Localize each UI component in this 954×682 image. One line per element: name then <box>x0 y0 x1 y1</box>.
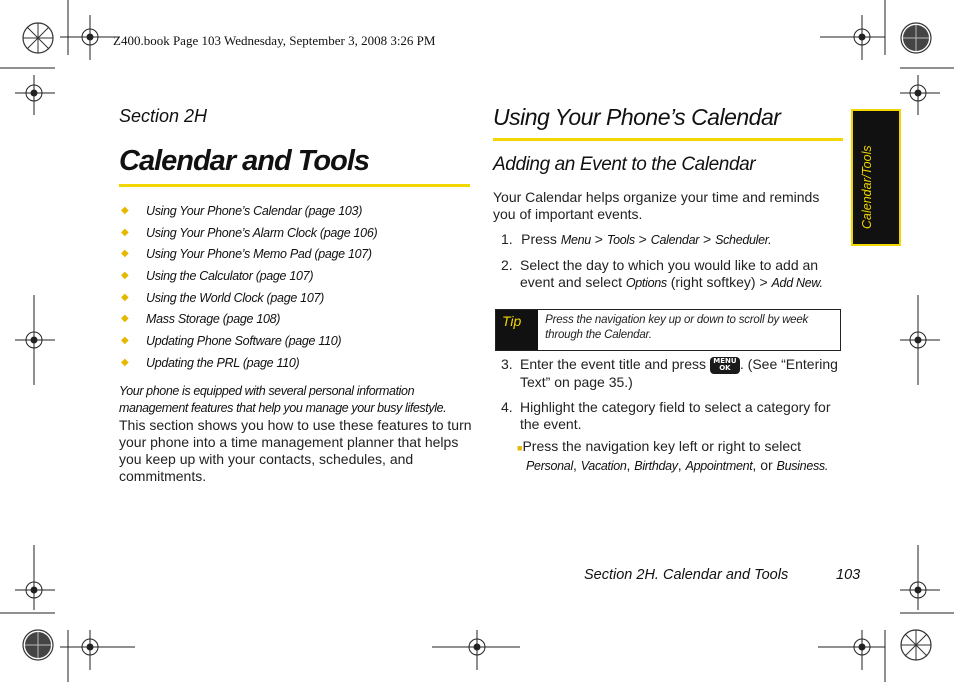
step-4-number: 4. <box>501 399 513 415</box>
toc-item[interactable]: ◆ Using the Calculator (page 107) <box>121 269 314 284</box>
chapter-title: Calendar and Tools <box>119 145 370 177</box>
step-1: 1. Press Menu > Tools > Calendar > Scheduler. <box>501 231 772 247</box>
category-sub-bullet: ■Press the navigation key left or right to select Personal, Vacation, Birthday, Appointment, or Business. <box>517 438 829 473</box>
menu-path-menu: Menu <box>560 233 591 247</box>
print-header: Z400.book Page 103 Wednesday, September 3, 2008 3:26 PM <box>113 33 436 48</box>
step-4: Highlight the category field to select a category for the event. <box>520 399 831 432</box>
toc-item[interactable]: ◆ Using Your Phone’s Memo Pad (page 107) <box>121 247 372 262</box>
chapter-side-tab <box>851 109 901 246</box>
step-2-number: 2. <box>501 257 513 273</box>
calendar-intro: Your Calendar helps organize your time and reminds you of important events. <box>493 189 820 222</box>
intro-italic: Your phone is equipped with several personal information management features that help you manage your busy lifestyle. <box>119 384 447 415</box>
page-title-underline <box>493 138 843 141</box>
intro-body: This section shows you how to use these features to turn your phone into a time management planner that helps you keep up with your contacts, schedules, and commitments. <box>119 417 472 484</box>
diamond-bullet-icon: ◆ <box>121 248 129 260</box>
menu-path-calendar: Calendar <box>650 233 700 247</box>
footer-section: Section 2H. Calendar and Tools <box>584 567 789 583</box>
diamond-bullet-icon: ◆ <box>121 313 129 325</box>
section-label: Section 2H <box>119 106 208 126</box>
subheading: Adding an Event to the Calendar <box>493 154 756 175</box>
side-tab-label: Calendar/Tools <box>860 145 874 229</box>
toc-item[interactable]: ◆ Updating Phone Software (page 110) <box>121 334 342 349</box>
square-bullet-icon: ■ <box>517 443 523 453</box>
diamond-bullet-icon: ◆ <box>121 205 129 216</box>
toc-item[interactable]: ◆ Using Your Phone’s Calendar (page 103) <box>121 204 363 218</box>
menu-ok-key-icon: MENU OK <box>710 357 740 374</box>
page-title: Using Your Phone’s Calendar <box>493 104 781 130</box>
tip-box <box>495 309 841 351</box>
menu-path-tools: Tools <box>606 233 635 247</box>
toc-item[interactable]: ◆ Mass Storage (page 108) <box>121 312 281 327</box>
step-3-number: 3. <box>501 356 513 372</box>
toc-item[interactable]: ◆ Using the World Clock (page 107) <box>121 290 324 305</box>
toc-item[interactable]: ◆ Updating the PRL (page 110) <box>121 355 300 370</box>
section-toc <box>119 204 377 378</box>
tip-text: Press the navigation key up or down to scroll by week through the Calendar. <box>545 314 809 341</box>
diamond-bullet-icon: ◆ <box>121 291 129 303</box>
step-2: Select the day to which you would like to add an event and select Options (right softkey) > Add New. <box>520 257 823 290</box>
diamond-bullet-icon: ◆ <box>121 356 129 368</box>
title-underline <box>119 184 470 187</box>
tip-label: Tip <box>496 310 538 350</box>
step-3: Enter the event title and press MENU OK . (See “Entering Text” on page 35.) <box>520 356 838 390</box>
page-number: 103 <box>836 567 861 583</box>
diamond-bullet-icon: ◆ <box>121 226 129 238</box>
menu-path-scheduler: Scheduler. <box>715 233 772 247</box>
diamond-bullet-icon: ◆ <box>121 270 129 282</box>
diamond-bullet-icon: ◆ <box>121 335 129 347</box>
toc-item[interactable]: ◆ Using Your Phone’s Alarm Clock (page 106) <box>121 225 378 240</box>
